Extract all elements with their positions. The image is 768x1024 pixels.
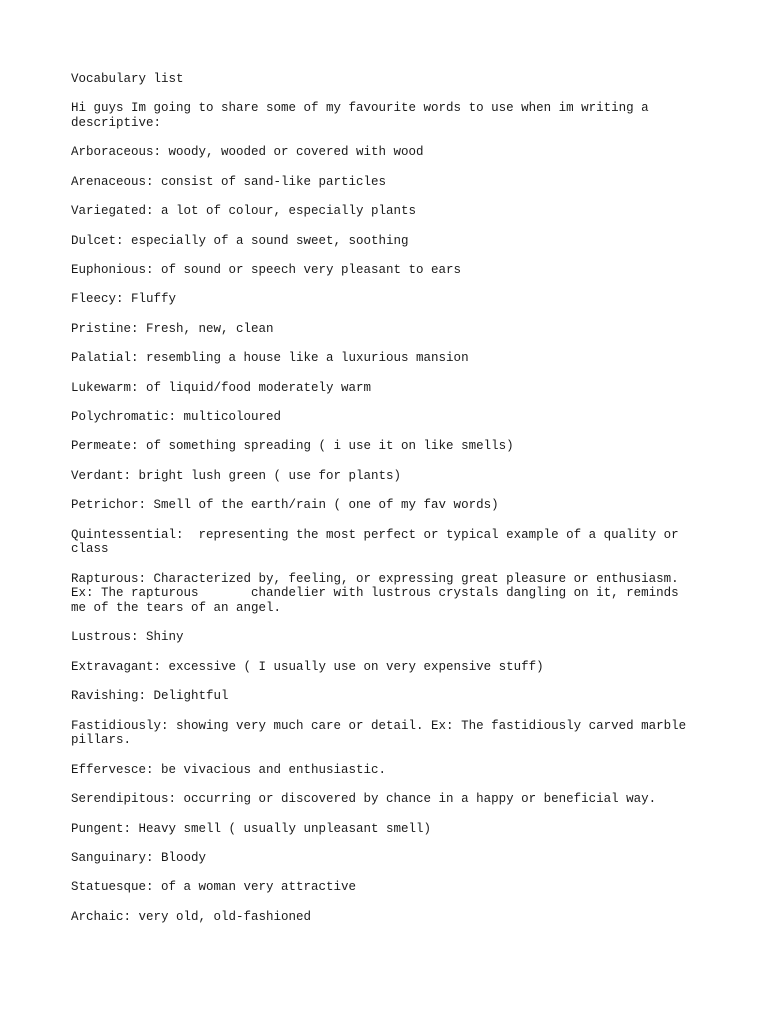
vocabulary-list bbox=[71, 145, 711, 924]
vocabulary-entry: Serendipitous: occurring or discovered by chance in a happy or beneficial way. bbox=[71, 792, 657, 807]
vocabulary-entry: Sanguinary: Bloody bbox=[71, 850, 207, 865]
vocabulary-entry: Rapturous: Characterized by, feeling, or expressing great pleasure or enthusiasm. Ex: The rapturous chandelier with lustrous crystals dangling on it, reminds me of the tears of an angel. bbox=[71, 571, 679, 616]
vocabulary-entry: Arboraceous: woody, wooded or covered with wood bbox=[71, 145, 424, 160]
vocabulary-entry: Palatial: resembling a house like a luxurious mansion bbox=[71, 351, 469, 366]
vocabulary-entry: Extravagant: excessive ( I usually use on very expensive stuff) bbox=[71, 659, 544, 674]
vocabulary-entry: Pristine: Fresh, new, clean bbox=[71, 321, 274, 336]
vocabulary-entry: Ravishing: Delightful bbox=[71, 689, 229, 704]
vocabulary-entry: Archaic: very old, old-fashioned bbox=[71, 909, 312, 924]
vocabulary-entry: Lustrous: Shiny bbox=[71, 630, 184, 645]
vocabulary-entry: Statuesque: of a woman very attractive bbox=[71, 880, 357, 895]
vocabulary-entry: Lukewarm: of liquid/food moderately warm bbox=[71, 380, 372, 395]
vocabulary-entry: Fastidiously: showing very much care or detail. Ex: The fastidiously carved marble pillars. bbox=[71, 718, 687, 748]
vocabulary-entry: Dulcet: especially of a sound sweet, soothing bbox=[71, 233, 409, 248]
vocabulary-entry: Permeate: of something spreading ( i use it on like smells) bbox=[71, 439, 514, 454]
vocabulary-entry: Variegated: a lot of colour, especially plants bbox=[71, 204, 417, 219]
vocabulary-entry: Petrichor: Smell of the earth/rain ( one of my fav words) bbox=[71, 498, 499, 513]
vocabulary-entry: Verdant: bright lush green ( use for plants) bbox=[71, 468, 402, 483]
vocabulary-entry: Euphonious: of sound or speech very pleasant to ears bbox=[71, 263, 462, 278]
vocabulary-entry: Pungent: Heavy smell ( usually unpleasant smell) bbox=[71, 821, 432, 836]
vocabulary-entry: Polychromatic: multicoloured bbox=[71, 410, 282, 424]
vocabulary-entry: Effervesce: be vivacious and enthusiastic. bbox=[71, 762, 387, 777]
document-title: Vocabulary list bbox=[71, 72, 184, 86]
vocabulary-entry: Quintessential: representing the most perfect or typical example of a quality or class bbox=[71, 527, 679, 557]
intro-paragraph: Hi guys Im going to share some of my favourite words to use when im writing a descriptive: bbox=[71, 101, 649, 131]
vocabulary-entry: Arenaceous: consist of sand-like particles bbox=[71, 174, 387, 189]
document-page bbox=[71, 72, 711, 939]
vocabulary-entry: Fleecy: Fluffy bbox=[71, 292, 177, 307]
